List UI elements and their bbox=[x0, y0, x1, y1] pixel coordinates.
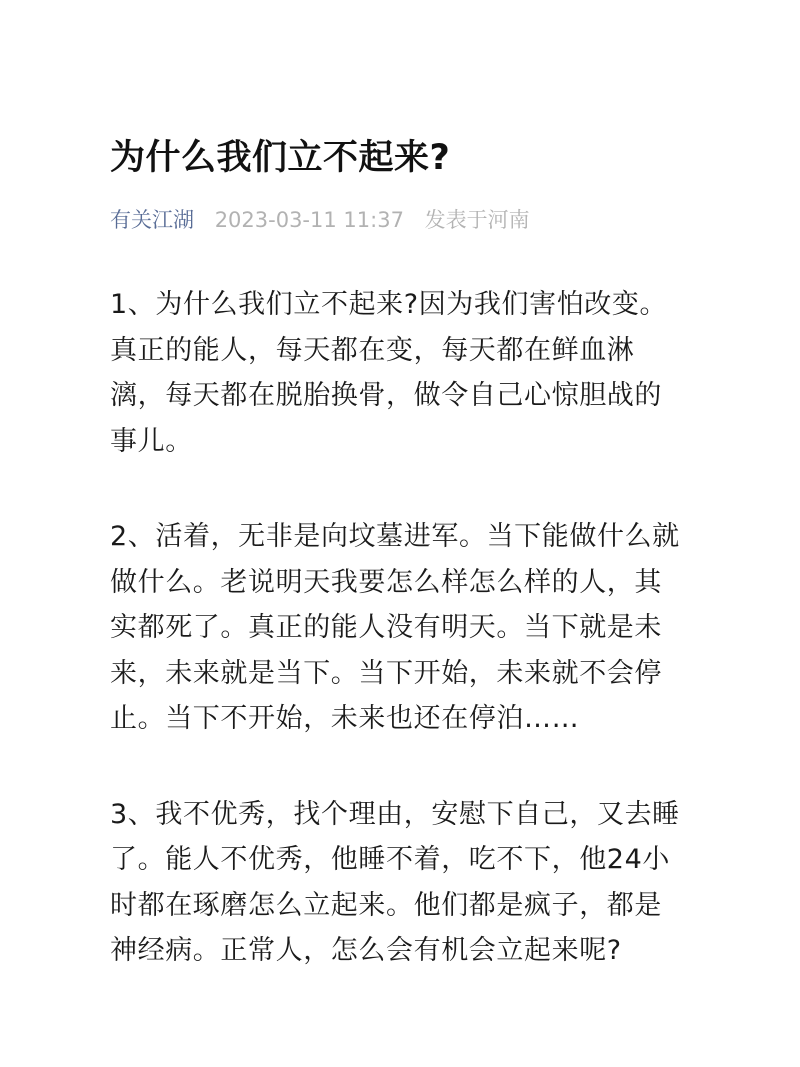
article-meta bbox=[110, 200, 530, 240]
paragraph-line: 做什么。老说明天我要怎么样怎么样的人，其 bbox=[110, 566, 662, 598]
paragraph-line: 了。能人不优秀，他睡不着，吃不下，他24小 bbox=[110, 844, 670, 875]
paragraph-line: 真正的能人，每天都在变，每天都在鲜血淋 bbox=[110, 334, 635, 366]
article-body bbox=[110, 282, 700, 1024]
publish-time: 2023-03-11 11:37 bbox=[214, 208, 404, 232]
paragraph-line: 时都在琢磨怎么立起来。他们都是疯子，都是 bbox=[110, 889, 662, 921]
paragraph-line: 来，未来就是当下。当下开始，未来就不会停 bbox=[110, 657, 662, 689]
paragraph-line: 2、活着，无非是向坟墓进军。当下能做什么就 bbox=[110, 521, 680, 552]
paragraph-line: 1、为什么我们立不起来?因为我们害怕改变。 bbox=[110, 289, 668, 320]
paragraph-line: 漓，每天都在脱胎换骨，做令自己心惊胆战的 bbox=[110, 380, 662, 411]
paragraph-line: 3、我不优秀，找个理由，安慰下自己，又去睡 bbox=[110, 798, 680, 830]
paragraph-2 bbox=[110, 514, 700, 742]
paragraph-line: 神经病。正常人，怎么会有机会立起来呢? bbox=[110, 935, 622, 966]
article-title: 为什么我们立不起来? bbox=[110, 138, 451, 178]
paragraph-3 bbox=[110, 792, 700, 974]
paragraph-line: 实都死了。真正的能人没有明天。当下就是未 bbox=[110, 612, 662, 643]
paragraph-line: 止。当下不开始，未来也还在停泊…… bbox=[110, 703, 580, 734]
paragraph-line: 事儿。 bbox=[110, 425, 193, 457]
publish-location: 发表于河南 bbox=[424, 208, 530, 232]
paragraph-1 bbox=[110, 282, 700, 464]
author-link[interactable]: 有关江湖 bbox=[110, 208, 194, 232]
